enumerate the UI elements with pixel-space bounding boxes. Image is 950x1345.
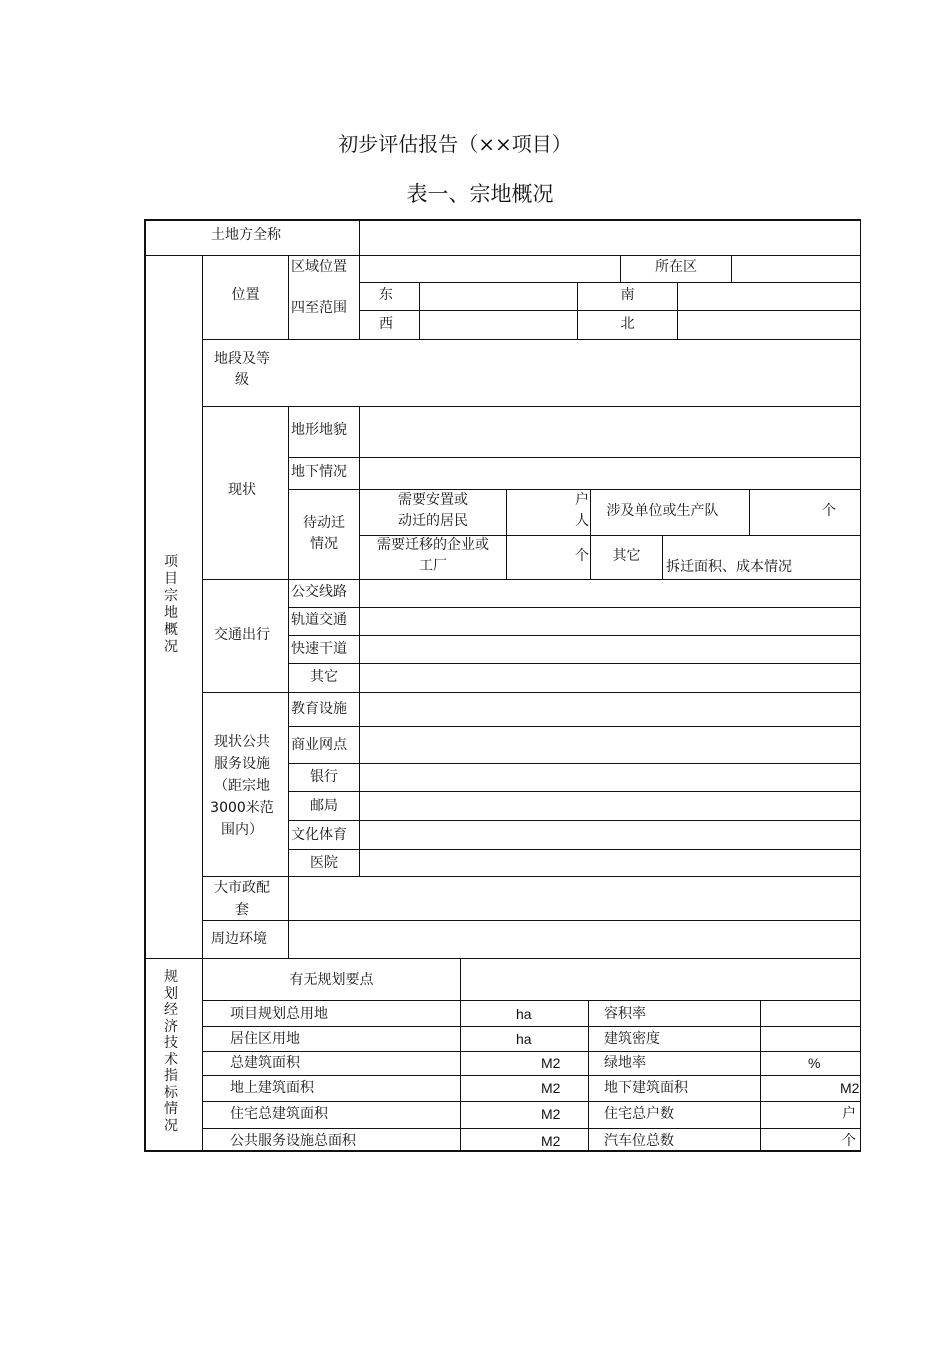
units-label: 涉及单位或生产队	[606, 503, 719, 519]
environment-label: 周边环境	[211, 931, 267, 947]
underground-label: 地下情况	[291, 464, 347, 480]
rule	[288, 635, 861, 636]
row-unit: M2	[541, 1106, 561, 1122]
rule	[202, 1000, 861, 1001]
row-label: 住宅总建筑面积	[230, 1106, 328, 1122]
rule	[288, 849, 861, 850]
rule	[288, 256, 289, 340]
row-label2: 汽车位总数	[604, 1133, 674, 1149]
status-label: 现状	[228, 482, 256, 498]
planning-points-label: 有无规划要点	[289, 972, 374, 988]
rule	[460, 958, 461, 1152]
row-unit2: M2	[840, 1080, 860, 1096]
row-unit: M2	[541, 1133, 561, 1149]
expressway-label: 快速干道	[291, 641, 347, 657]
rule	[202, 1026, 861, 1027]
municipal-label: 大市政配 套	[214, 880, 270, 918]
rule	[288, 876, 289, 959]
rule	[288, 457, 861, 458]
other-status-label: 其它	[612, 548, 641, 564]
row-label2: 住宅总户数	[604, 1106, 674, 1122]
district-label: 所在区	[655, 259, 697, 275]
east-label: 东	[379, 287, 393, 303]
rule	[419, 283, 420, 340]
row-label: 公共服务设施总面积	[230, 1133, 356, 1149]
traffic-label: 交通出行	[214, 627, 270, 643]
rule	[731, 256, 732, 283]
rule	[359, 310, 861, 311]
rule	[202, 876, 861, 877]
rule	[144, 255, 861, 256]
section-label-planning: 规划经济技术指标情况	[164, 969, 178, 1134]
rule	[202, 339, 861, 340]
north-label: 北	[620, 316, 635, 332]
report-title: 初步评估报告（××项目）	[338, 132, 572, 156]
location-label: 位置	[231, 287, 260, 303]
traffic-other-label: 其它	[310, 669, 338, 685]
relocation-label: 待动迁 情况	[303, 515, 345, 552]
rule	[288, 726, 861, 727]
rule	[359, 220, 360, 256]
south-label: 南	[620, 287, 635, 303]
rail-label: 轨道交通	[291, 612, 347, 628]
commerce-label: 商业网点	[291, 737, 347, 753]
education-label: 教育设施	[291, 701, 347, 717]
land-name-label: 土地方全称	[211, 227, 281, 243]
rule	[359, 282, 861, 283]
rule	[202, 920, 861, 921]
rule	[288, 579, 289, 877]
bank-label: 银行	[310, 769, 338, 785]
rule	[288, 607, 861, 608]
rule	[202, 1101, 861, 1102]
row-label: 总建筑面积	[230, 1055, 300, 1071]
rule	[359, 579, 360, 877]
row-label2: 绿地率	[604, 1055, 646, 1071]
section-label-land: 项目宗地概况	[164, 554, 178, 655]
households-unit: 户 人	[575, 492, 589, 529]
enterprises-unit: 个	[575, 548, 589, 564]
post-label: 邮局	[310, 798, 338, 814]
rule	[202, 406, 861, 407]
rule	[288, 820, 861, 821]
row-label2: 容积率	[604, 1006, 646, 1022]
row-label2: 地下建筑面积	[604, 1080, 688, 1096]
culture-label: 文化体育	[291, 827, 347, 843]
rule	[288, 791, 861, 792]
row-label: 居住区用地	[230, 1031, 300, 1047]
rule	[749, 489, 750, 536]
area-position-label: 区域位置	[291, 259, 347, 275]
row-label2: 建筑密度	[604, 1031, 660, 1047]
row-unit2: 户	[842, 1106, 856, 1122]
row-unit2: 个	[842, 1133, 856, 1149]
rule	[760, 1000, 761, 1152]
rule	[359, 256, 360, 340]
residents-label: 需要安置或 动迁的居民	[398, 492, 468, 529]
services-label: 现状公共 服务设施 （距宗地 3000米范 围内）	[210, 734, 274, 838]
row-label: 地上建筑面积	[230, 1080, 314, 1096]
row-unit: ha	[516, 1031, 532, 1047]
enterprises-label: 需要迁移的企业或 工厂	[377, 537, 489, 574]
west-label: 西	[379, 316, 393, 332]
rule	[202, 1051, 861, 1052]
demolition-label: 拆迁面积、成本情况	[666, 559, 792, 575]
table-title: 表一、宗地概况	[406, 182, 554, 206]
row-unit2: %	[808, 1055, 821, 1071]
rule	[677, 283, 678, 340]
rule	[288, 763, 861, 764]
hospital-label: 医院	[310, 855, 338, 871]
rule	[202, 692, 861, 693]
rule	[202, 1075, 861, 1076]
row-unit: ha	[516, 1006, 532, 1022]
rule	[144, 958, 861, 959]
rule	[506, 489, 507, 580]
units-count-unit: 个	[822, 503, 836, 519]
row-unit: M2	[541, 1080, 561, 1096]
terrain-label: 地形地貌	[291, 422, 347, 438]
grade-label: 地段及等 级	[214, 351, 270, 388]
row-label: 项目规划总用地	[230, 1006, 328, 1022]
bus-label: 公交线路	[291, 584, 347, 600]
rule	[202, 579, 861, 580]
rule	[588, 1000, 589, 1152]
rule	[288, 663, 861, 664]
rule	[202, 1128, 861, 1129]
boundaries-label: 四至范围	[291, 300, 347, 316]
rule	[662, 535, 663, 580]
row-unit: M2	[541, 1055, 561, 1071]
